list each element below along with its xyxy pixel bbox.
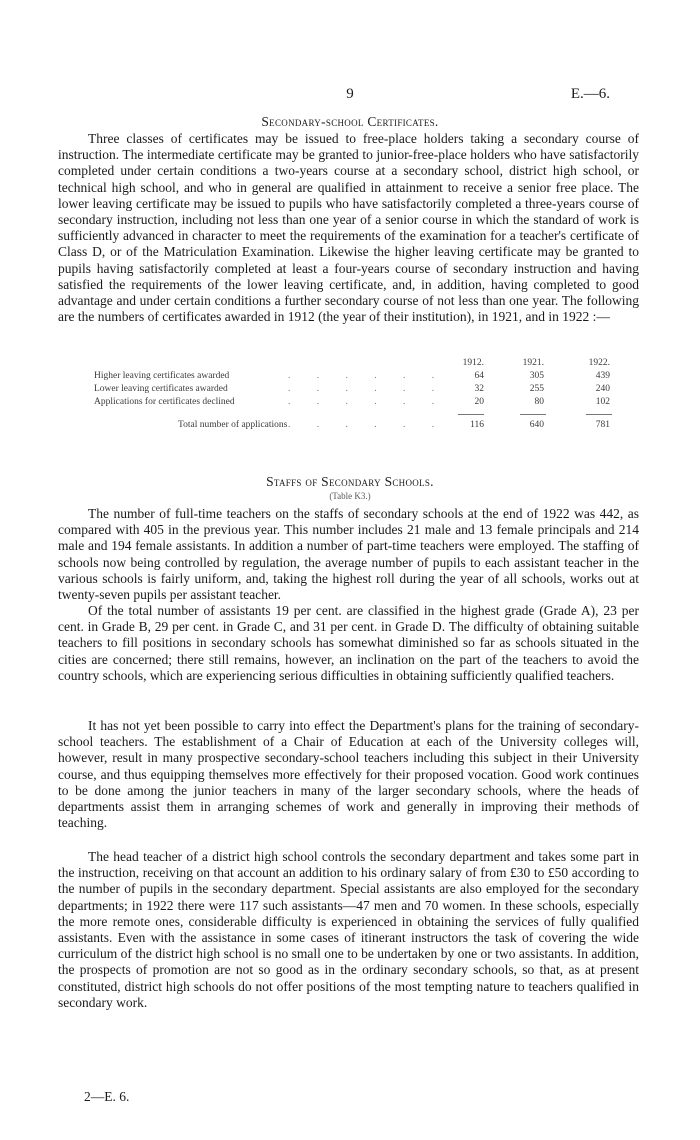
sum-rule bbox=[520, 414, 546, 415]
cell-value: 255 bbox=[529, 384, 544, 394]
cell-value: 20 bbox=[474, 397, 484, 407]
row-label: Lower leaving certificates awarded bbox=[94, 384, 228, 394]
total-label: Total number of applications bbox=[178, 420, 288, 430]
page-signature: 2—E. 6. bbox=[84, 1089, 130, 1104]
table-total-row bbox=[58, 420, 639, 432]
sum-rule bbox=[586, 414, 612, 415]
total-value: 640 bbox=[529, 420, 544, 430]
cell-value: 32 bbox=[474, 384, 484, 394]
leader-dots: . . . . . . bbox=[288, 371, 447, 381]
row-label: Higher leaving certificates awarded bbox=[94, 371, 230, 381]
section-heading-certificates: Secondary-school Certificates. bbox=[261, 114, 439, 129]
leader-dots: . . . . . . bbox=[288, 397, 447, 407]
row-label: Applications for certificates declined bbox=[94, 397, 235, 407]
paragraph-grades: Of the total number of assistants 19 per cent. are classified in the highest grade (Grade A), 23 per cent. in Grade B, 29 per cent. in Grade C, and 31 per cent. in Grade D. The difficulty of obtaining suitable teachers to fill positions in secondary schools has somewhat diminished so far as schools situated in the cities are concerned; there still remains, however, an inclination on the part of the teachers to avoid the country schools, which are experiencing serious difficulties in obtaining sufficiently qualified teachers. bbox=[58, 603, 639, 683]
cell-value: 439 bbox=[595, 371, 610, 381]
paragraph-district-high-schools: The head teacher of a district high school controls the secondary department and takes some part in the instruction, receiving on that account an addition to his ordinary salary of from £30 to £50 according to the number of pupils in the secondary department. Special assistants are also employed for the secondary departments; in 1922 there were 117 such assistants—47 men and 70 women. In these schools, especially the more remote ones, considerable difficulty is experienced in obtaining the services of fully qualified assistants. Even with the assistance in some cases of itinerant instructors the task of covering the wide curriculum of the district high school is no small one to be undertaken by one or two assistants. In addition, the prospects of promotion are not so good as in the ordinary secondary schools, so that, as at present constituted, district high schools do not offer positions of the most tempting nature to teachers qualified in secondary work. bbox=[58, 849, 639, 1010]
table-reference: (Table K3.) bbox=[329, 491, 371, 501]
paragraph-staff-numbers: The number of full-time teachers on the staffs of secondary schools at the end of 1922 was 442, as compared with 405 in the previous year. This number includes 21 male and 13 female principals and 214 male and 194 female assistants. In addition a number of part-time teachers were employed. The staffing of schools now being controlled by regulation, the average number of pupils to each assistant teacher in the various schools is fairly uniform, and, taking the highest roll during the year of all schools, works out at twenty-seven pupils per assistant teacher. bbox=[58, 506, 639, 603]
column-header: 1912. bbox=[462, 358, 484, 368]
paragraph-certificates: Three classes of certificates may be issued to free-place holders taking a secondary course of instruction. The intermediate certificate may be granted to junior-free-place holders who have satisfactorily completed under certain conditions a two-years course at a secondary school, district high school, or technical high school, and who in general are qualified in attainment to receive a senior free place. The lower leaving certificate may be issued to pupils who have satisfactorily completed a three-years course of secondary instruction, including not less than one year of a senior course in which the standard of work is sufficiently advanced in character to meet the requirements of the examination for a teacher's certificate of Class D, or of the Matriculation Examination. Likewise the higher leaving certificate may be granted to pupils having satisfactorily completed at least a four-years course of secondary instruction and having satisfied the requirements of the lower leaving certificate, and, in addition, having completed to good advantage and under certain conditions a further secondary course of not less than one year. The following are the numbers of certificates awarded in 1912 (the year of their institution), in 1921, and in 1922 :— bbox=[58, 131, 639, 325]
sum-rule bbox=[458, 414, 484, 415]
cell-value: 80 bbox=[534, 397, 544, 407]
column-header: 1922. bbox=[588, 358, 610, 368]
table-row bbox=[58, 397, 639, 409]
certificates-table bbox=[58, 358, 639, 458]
table-header-row bbox=[58, 358, 639, 370]
cell-value: 305 bbox=[529, 371, 544, 381]
leader-dots: . . . . . . bbox=[288, 420, 447, 430]
cell-value: 240 bbox=[595, 384, 610, 394]
table-row bbox=[58, 371, 639, 383]
series-number: E.—6. bbox=[570, 86, 610, 102]
paragraph-training: It has not yet been possible to carry into effect the Department's plans for the training of secondary-school teachers. The establishment of a Chair of Education at each of the University colleges will, however, result in many prospective secondary-school teachers including this subject in their University course, and thus equipping themselves more effectively for their proposed vocation. Good work continues to be done among the junior teachers in many of the larger secondary schools, where the heads of departments assist them in arranging schemes of work and generally in improving their methods of teaching. bbox=[58, 718, 639, 831]
page-header bbox=[0, 86, 700, 106]
page-number: 9 bbox=[346, 86, 354, 102]
leader-dots: . . . . . . bbox=[288, 384, 447, 394]
section-heading-staffs: Staffs of Secondary Schools. bbox=[266, 474, 434, 489]
column-header: 1921. bbox=[522, 358, 544, 368]
table-row bbox=[58, 384, 639, 396]
total-value: 116 bbox=[470, 420, 484, 430]
total-value: 781 bbox=[595, 420, 610, 430]
cell-value: 64 bbox=[474, 371, 484, 381]
cell-value: 102 bbox=[595, 397, 610, 407]
